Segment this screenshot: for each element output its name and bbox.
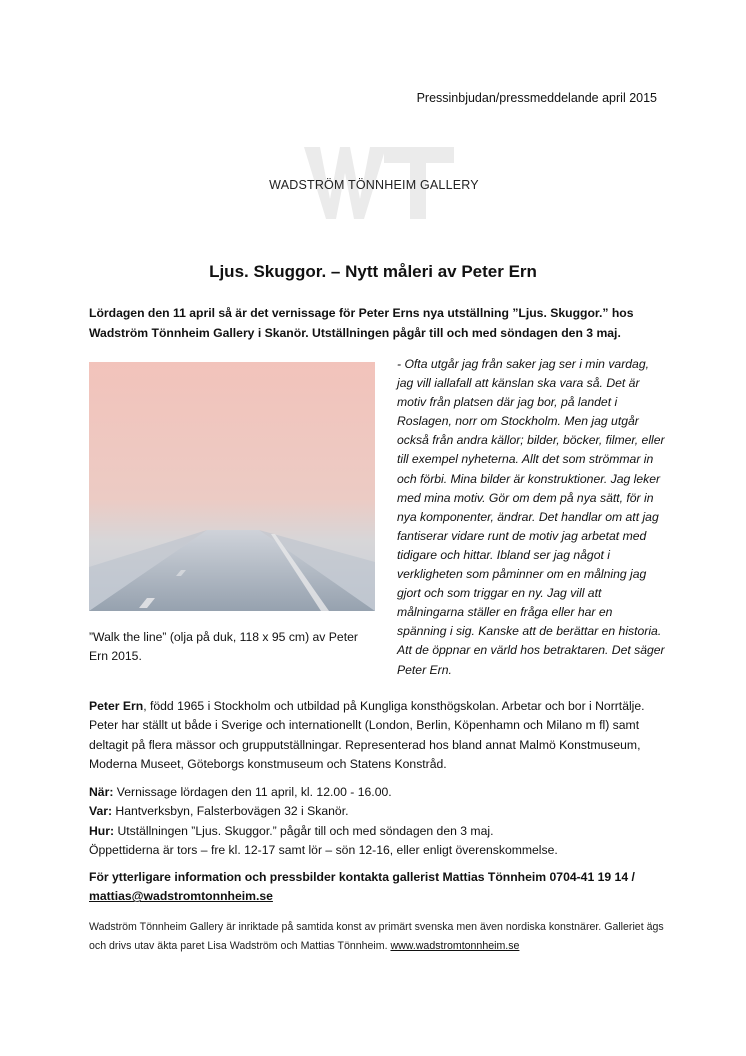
document-header-note: Pressinbjudan/pressmeddelande april 2015: [416, 91, 657, 105]
when-label: När:: [89, 785, 114, 799]
where-value: Hantverksbyn, Falsterbovägen 32 i Skanör.: [112, 804, 349, 819]
event-details: [89, 783, 679, 860]
painting-caption: ”Walk the line” (olja på duk, 118 x 95 cm) av Peter Ern 2015.: [89, 630, 358, 663]
website-link[interactable]: www.wadstromtonnheim.se: [390, 939, 520, 952]
event-where: [89, 802, 679, 821]
contact-info: [89, 868, 669, 907]
logo-text: WADSTRÖM TÖNNHEIM GALLERY: [269, 178, 479, 192]
how-value: Utställningen ”Ljus. Skuggor.” pågår till och med söndagen den 3 maj.: [114, 823, 494, 838]
lead-paragraph: Lördagen den 11 april så är det vernissage för Peter Erns nya utställning ”Ljus. Skuggor.” hos Wadström Tönnheim Gallery i Skanör. Utställningen pågår till och med söndagen den 3 maj.: [89, 306, 634, 340]
when-value: Vernissage lördagen den 11 april, kl. 12.00 - 16.00.: [113, 785, 392, 799]
opening-hours: Öppettiderna är tors – fre kl. 12-17 samt lör – sön 12-16, eller enligt överenskommelse.: [89, 842, 558, 857]
artist-bio-text: , född 1965 i Stockholm och utbildad på Kungliga konsthögskolan. Arbetar och bor i Norrtälje. Peter har ställt ut både i Sverige och internationellt (London, Berlin, Köpenhamn och Milano m fl) samt deltagit på flera mässor och grupputställningar. Representerad hos bland annat Malmö Konstmuseum, Moderna Museet, Göteborgs konstmuseum och Statens Konstråd.: [89, 699, 645, 771]
gallery-logo: [268, 147, 480, 219]
page-title: Ljus. Skuggor. – Nytt måleri av Peter Ern: [209, 262, 537, 281]
artist-bio: [89, 697, 664, 774]
contact-email-link[interactable]: mattias@wadstromtonnheim.se: [89, 889, 273, 904]
gallery-footer: [89, 918, 679, 955]
footer-text: Wadström Tönnheim Gallery är inriktade på samtida konst av primärt svenska men även nordiska konstnärer. Galleriet ägs och drivs utav äkta paret Lisa Wadström och Mattias Tönnheim.: [89, 921, 664, 952]
artist-quote: - Ofta utgår jag från saker jag ser i min vardag, jag vill iallafall att känslan ska vara så. Det är motiv från platsen där jag bor, på landet i Roslagen, norr om Stockholm. Men jag utgår också från andra källor; bilder, böcker, filmer, eller till exempel nyheterna. Allt det som strömmar in och förbi. Mina bilder är konstruktioner. Jag leker med mina motiv. Gör om dem på nya sätt, för in nya komponenter, ändrar. Det handlar om att jag fantiserar vidare runt de motiv jag arbetat med tidigare och hittar. Ibland ser jag något i verkligheten som påminner om en målning jag gjort och som triggar en ny. Jag vill att målningarna ställer en fråga eller har en spänning i sig. Kanske att de berättar en historia. Att de öppnar en värld hos betraktaren. Det säger Peter Ern.: [397, 357, 665, 677]
contact-text: För ytterligare information och pressbilder kontakta gallerist Mattias Tönnheim 0704-41 19 14 /: [89, 870, 635, 884]
how-label: Hur:: [89, 823, 115, 838]
artist-name: Peter Ern: [89, 699, 144, 713]
event-when: [89, 783, 679, 802]
where-label: Var:: [89, 804, 113, 819]
painting-image: [89, 362, 375, 611]
event-how: [89, 822, 679, 841]
